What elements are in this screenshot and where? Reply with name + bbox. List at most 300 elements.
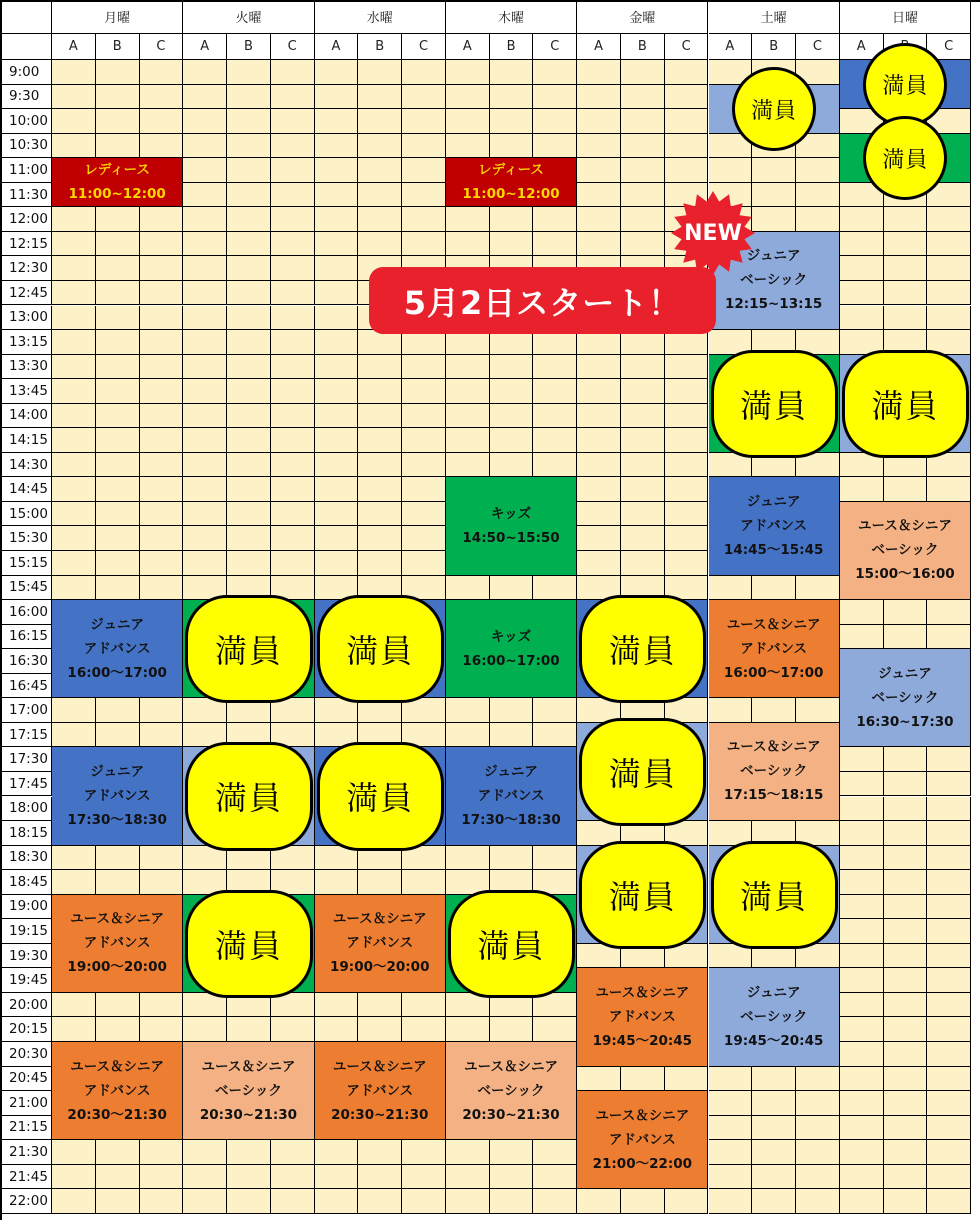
slot-cell[interactable]: [446, 428, 490, 453]
slot-cell[interactable]: [621, 85, 665, 110]
slot-cell[interactable]: [271, 183, 315, 208]
slot-cell[interactable]: [796, 1091, 840, 1116]
slot-cell[interactable]: [490, 846, 534, 871]
slot-cell[interactable]: [840, 919, 884, 944]
slot-cell[interactable]: [315, 158, 359, 183]
slot-cell[interactable]: [709, 1140, 753, 1165]
slot-cell[interactable]: [490, 1165, 534, 1190]
slot-cell[interactable]: [402, 870, 446, 895]
slot-cell[interactable]: [927, 968, 971, 993]
slot-cell[interactable]: [183, 404, 227, 429]
slot-cell[interactable]: [533, 698, 577, 723]
slot-cell[interactable]: [358, 526, 402, 551]
slot-cell[interactable]: [227, 453, 271, 478]
slot-cell[interactable]: [709, 1116, 753, 1141]
slot-cell[interactable]: [796, 1165, 840, 1190]
slot-cell[interactable]: [840, 600, 884, 625]
slot-cell[interactable]: [490, 698, 534, 723]
class-block[interactable]: [52, 895, 183, 993]
slot-cell[interactable]: [621, 134, 665, 159]
slot-cell[interactable]: [52, 1165, 96, 1190]
slot-cell[interactable]: [665, 379, 709, 404]
slot-cell[interactable]: [621, 551, 665, 576]
slot-cell[interactable]: [271, 306, 315, 331]
slot-cell[interactable]: [490, 1140, 534, 1165]
slot-cell[interactable]: [884, 281, 928, 306]
slot-cell[interactable]: [402, 207, 446, 232]
slot-cell[interactable]: [621, 477, 665, 502]
slot-cell[interactable]: [315, 428, 359, 453]
slot-cell[interactable]: [183, 1189, 227, 1214]
slot-cell[interactable]: [402, 109, 446, 134]
slot-cell[interactable]: [227, 134, 271, 159]
slot-cell[interactable]: [183, 355, 227, 380]
slot-cell[interactable]: [271, 1189, 315, 1214]
slot-cell[interactable]: [927, 1067, 971, 1092]
slot-cell[interactable]: [315, 281, 359, 306]
slot-cell[interactable]: [490, 723, 534, 748]
slot-cell[interactable]: [840, 821, 884, 846]
slot-cell[interactable]: [52, 870, 96, 895]
slot-cell[interactable]: [577, 232, 621, 257]
slot-cell[interactable]: [96, 526, 140, 551]
slot-cell[interactable]: [533, 576, 577, 601]
slot-cell[interactable]: [577, 109, 621, 134]
slot-cell[interactable]: [621, 158, 665, 183]
slot-cell[interactable]: [927, 1116, 971, 1141]
slot-cell[interactable]: [140, 256, 184, 281]
slot-cell[interactable]: [140, 281, 184, 306]
slot-cell[interactable]: [840, 1091, 884, 1116]
slot-cell[interactable]: [96, 576, 140, 601]
slot-cell[interactable]: [796, 1067, 840, 1092]
class-block[interactable]: [315, 1042, 446, 1140]
class-block[interactable]: [577, 1091, 708, 1189]
slot-cell[interactable]: [183, 306, 227, 331]
slot-cell[interactable]: [490, 134, 534, 159]
slot-cell[interactable]: [533, 404, 577, 429]
slot-cell[interactable]: [533, 379, 577, 404]
slot-cell[interactable]: [621, 502, 665, 527]
slot-cell[interactable]: [446, 723, 490, 748]
slot-cell[interactable]: [884, 477, 928, 502]
slot-cell[interactable]: [140, 870, 184, 895]
slot-cell[interactable]: [884, 1042, 928, 1067]
slot-cell[interactable]: [533, 85, 577, 110]
slot-cell[interactable]: [96, 453, 140, 478]
slot-cell[interactable]: [927, 821, 971, 846]
slot-cell[interactable]: [446, 846, 490, 871]
slot-cell[interactable]: [490, 60, 534, 85]
slot-cell[interactable]: [884, 870, 928, 895]
slot-cell[interactable]: [52, 576, 96, 601]
class-block[interactable]: [709, 600, 840, 698]
slot-cell[interactable]: [358, 85, 402, 110]
slot-cell[interactable]: [227, 477, 271, 502]
class-block[interactable]: [52, 1042, 183, 1140]
slot-cell[interactable]: [927, 846, 971, 871]
slot-cell[interactable]: [665, 158, 709, 183]
slot-cell[interactable]: [927, 747, 971, 772]
slot-cell[interactable]: [140, 404, 184, 429]
slot-cell[interactable]: [402, 183, 446, 208]
slot-cell[interactable]: [402, 355, 446, 380]
slot-cell[interactable]: [490, 232, 534, 257]
slot-cell[interactable]: [315, 993, 359, 1018]
slot-cell[interactable]: [577, 526, 621, 551]
slot-cell[interactable]: [227, 256, 271, 281]
slot-cell[interactable]: [96, 109, 140, 134]
class-block[interactable]: [709, 968, 840, 1066]
slot-cell[interactable]: [796, 183, 840, 208]
class-block[interactable]: [446, 747, 577, 845]
slot-cell[interactable]: [709, 1067, 753, 1092]
slot-cell[interactable]: [52, 1140, 96, 1165]
slot-cell[interactable]: [490, 404, 534, 429]
slot-cell[interactable]: [183, 526, 227, 551]
slot-cell[interactable]: [446, 60, 490, 85]
slot-cell[interactable]: [183, 1017, 227, 1042]
slot-cell[interactable]: [533, 428, 577, 453]
slot-cell[interactable]: [183, 502, 227, 527]
slot-cell[interactable]: [315, 870, 359, 895]
slot-cell[interactable]: [358, 477, 402, 502]
slot-cell[interactable]: [358, 109, 402, 134]
slot-cell[interactable]: [884, 1116, 928, 1141]
slot-cell[interactable]: [884, 797, 928, 822]
slot-cell[interactable]: [490, 355, 534, 380]
slot-cell[interactable]: [140, 1189, 184, 1214]
slot-cell[interactable]: [183, 1165, 227, 1190]
slot-cell[interactable]: [96, 404, 140, 429]
slot-cell[interactable]: [752, 576, 796, 601]
slot-cell[interactable]: [884, 232, 928, 257]
slot-cell[interactable]: [358, 1140, 402, 1165]
slot-cell[interactable]: [621, 1189, 665, 1214]
slot-cell[interactable]: [446, 109, 490, 134]
slot-cell[interactable]: [752, 1091, 796, 1116]
slot-cell[interactable]: [140, 1017, 184, 1042]
slot-cell[interactable]: [490, 1189, 534, 1214]
slot-cell[interactable]: [533, 1165, 577, 1190]
slot-cell[interactable]: [315, 1189, 359, 1214]
slot-cell[interactable]: [96, 993, 140, 1018]
slot-cell[interactable]: [884, 306, 928, 331]
slot-cell[interactable]: [927, 1140, 971, 1165]
slot-cell[interactable]: [665, 1189, 709, 1214]
slot-cell[interactable]: [927, 1165, 971, 1190]
slot-cell[interactable]: [490, 453, 534, 478]
slot-cell[interactable]: [271, 404, 315, 429]
slot-cell[interactable]: [533, 109, 577, 134]
slot-cell[interactable]: [227, 281, 271, 306]
slot-cell[interactable]: [840, 895, 884, 920]
slot-cell[interactable]: [402, 60, 446, 85]
slot-cell[interactable]: [577, 60, 621, 85]
slot-cell[interactable]: [271, 281, 315, 306]
slot-cell[interactable]: [52, 207, 96, 232]
slot-cell[interactable]: [840, 797, 884, 822]
slot-cell[interactable]: [796, 1116, 840, 1141]
slot-cell[interactable]: [446, 134, 490, 159]
slot-cell[interactable]: [796, 698, 840, 723]
slot-cell[interactable]: [621, 183, 665, 208]
slot-cell[interactable]: [52, 85, 96, 110]
slot-cell[interactable]: [621, 60, 665, 85]
slot-cell[interactable]: [490, 576, 534, 601]
slot-cell[interactable]: [358, 993, 402, 1018]
slot-cell[interactable]: [446, 576, 490, 601]
slot-cell[interactable]: [227, 428, 271, 453]
slot-cell[interactable]: [52, 60, 96, 85]
slot-cell[interactable]: [402, 1165, 446, 1190]
slot-cell[interactable]: [446, 1140, 490, 1165]
slot-cell[interactable]: [927, 797, 971, 822]
slot-cell[interactable]: [884, 846, 928, 871]
slot-cell[interactable]: [402, 158, 446, 183]
slot-cell[interactable]: [140, 846, 184, 871]
slot-cell[interactable]: [227, 306, 271, 331]
slot-cell[interactable]: [533, 232, 577, 257]
slot-cell[interactable]: [271, 1017, 315, 1042]
slot-cell[interactable]: [140, 698, 184, 723]
slot-cell[interactable]: [271, 453, 315, 478]
slot-cell[interactable]: [752, 698, 796, 723]
slot-cell[interactable]: [533, 60, 577, 85]
slot-cell[interactable]: [271, 134, 315, 159]
slot-cell[interactable]: [884, 256, 928, 281]
slot-cell[interactable]: [52, 551, 96, 576]
slot-cell[interactable]: [665, 502, 709, 527]
slot-cell[interactable]: [271, 379, 315, 404]
slot-cell[interactable]: [52, 379, 96, 404]
slot-cell[interactable]: [315, 453, 359, 478]
slot-cell[interactable]: [52, 428, 96, 453]
slot-cell[interactable]: [621, 207, 665, 232]
slot-cell[interactable]: [446, 1017, 490, 1042]
slot-cell[interactable]: [709, 158, 753, 183]
slot-cell[interactable]: [52, 330, 96, 355]
slot-cell[interactable]: [140, 207, 184, 232]
class-block[interactable]: [446, 600, 577, 698]
slot-cell[interactable]: [52, 281, 96, 306]
class-block[interactable]: [577, 968, 708, 1066]
slot-cell[interactable]: [140, 1165, 184, 1190]
slot-cell[interactable]: [140, 428, 184, 453]
slot-cell[interactable]: [533, 453, 577, 478]
slot-cell[interactable]: [96, 134, 140, 159]
slot-cell[interactable]: [446, 1165, 490, 1190]
slot-cell[interactable]: [52, 1017, 96, 1042]
slot-cell[interactable]: [840, 1017, 884, 1042]
slot-cell[interactable]: [315, 183, 359, 208]
slot-cell[interactable]: [183, 60, 227, 85]
slot-cell[interactable]: [358, 1017, 402, 1042]
slot-cell[interactable]: [665, 355, 709, 380]
slot-cell[interactable]: [577, 502, 621, 527]
slot-cell[interactable]: [96, 723, 140, 748]
slot-cell[interactable]: [884, 993, 928, 1018]
slot-cell[interactable]: [402, 1017, 446, 1042]
slot-cell[interactable]: [96, 60, 140, 85]
slot-cell[interactable]: [315, 306, 359, 331]
slot-cell[interactable]: [52, 134, 96, 159]
slot-cell[interactable]: [315, 134, 359, 159]
slot-cell[interactable]: [402, 232, 446, 257]
slot-cell[interactable]: [577, 207, 621, 232]
slot-cell[interactable]: [621, 526, 665, 551]
slot-cell[interactable]: [358, 207, 402, 232]
slot-cell[interactable]: [52, 306, 96, 331]
class-block[interactable]: [446, 1042, 577, 1140]
slot-cell[interactable]: [533, 723, 577, 748]
slot-cell[interactable]: [96, 281, 140, 306]
slot-cell[interactable]: [665, 85, 709, 110]
slot-cell[interactable]: [96, 1165, 140, 1190]
slot-cell[interactable]: [665, 404, 709, 429]
slot-cell[interactable]: [533, 1189, 577, 1214]
slot-cell[interactable]: [927, 1091, 971, 1116]
slot-cell[interactable]: [271, 526, 315, 551]
slot-cell[interactable]: [140, 723, 184, 748]
slot-cell[interactable]: [96, 502, 140, 527]
slot-cell[interactable]: [315, 232, 359, 257]
slot-cell[interactable]: [183, 256, 227, 281]
class-block[interactable]: [709, 723, 840, 821]
slot-cell[interactable]: [665, 60, 709, 85]
slot-cell[interactable]: [358, 355, 402, 380]
slot-cell[interactable]: [140, 109, 184, 134]
slot-cell[interactable]: [183, 453, 227, 478]
slot-cell[interactable]: [402, 1140, 446, 1165]
slot-cell[interactable]: [577, 551, 621, 576]
slot-cell[interactable]: [358, 1189, 402, 1214]
slot-cell[interactable]: [840, 207, 884, 232]
slot-cell[interactable]: [96, 379, 140, 404]
slot-cell[interactable]: [140, 379, 184, 404]
slot-cell[interactable]: [840, 625, 884, 650]
slot-cell[interactable]: [446, 453, 490, 478]
slot-cell[interactable]: [402, 502, 446, 527]
slot-cell[interactable]: [709, 1165, 753, 1190]
slot-cell[interactable]: [884, 747, 928, 772]
slot-cell[interactable]: [271, 1140, 315, 1165]
slot-cell[interactable]: [52, 993, 96, 1018]
slot-cell[interactable]: [227, 551, 271, 576]
slot-cell[interactable]: [227, 109, 271, 134]
slot-cell[interactable]: [927, 944, 971, 969]
slot-cell[interactable]: [358, 60, 402, 85]
slot-cell[interactable]: [140, 85, 184, 110]
slot-cell[interactable]: [884, 625, 928, 650]
slot-cell[interactable]: [140, 526, 184, 551]
slot-cell[interactable]: [96, 551, 140, 576]
slot-cell[interactable]: [446, 207, 490, 232]
slot-cell[interactable]: [271, 207, 315, 232]
slot-cell[interactable]: [840, 281, 884, 306]
slot-cell[interactable]: [446, 355, 490, 380]
slot-cell[interactable]: [884, 968, 928, 993]
slot-cell[interactable]: [140, 502, 184, 527]
slot-cell[interactable]: [183, 109, 227, 134]
slot-cell[interactable]: [709, 1091, 753, 1116]
slot-cell[interactable]: [927, 256, 971, 281]
slot-cell[interactable]: [709, 576, 753, 601]
slot-cell[interactable]: [227, 1140, 271, 1165]
slot-cell[interactable]: [840, 1067, 884, 1092]
slot-cell[interactable]: [752, 207, 796, 232]
class-block[interactable]: [52, 747, 183, 845]
slot-cell[interactable]: [227, 232, 271, 257]
slot-cell[interactable]: [358, 870, 402, 895]
slot-cell[interactable]: [271, 60, 315, 85]
slot-cell[interactable]: [709, 698, 753, 723]
slot-cell[interactable]: [271, 232, 315, 257]
slot-cell[interactable]: [96, 477, 140, 502]
slot-cell[interactable]: [271, 158, 315, 183]
slot-cell[interactable]: [884, 1140, 928, 1165]
slot-cell[interactable]: [927, 625, 971, 650]
slot-cell[interactable]: [96, 207, 140, 232]
slot-cell[interactable]: [315, 330, 359, 355]
slot-cell[interactable]: [490, 428, 534, 453]
slot-cell[interactable]: [840, 1165, 884, 1190]
slot-cell[interactable]: [227, 183, 271, 208]
slot-cell[interactable]: [183, 330, 227, 355]
class-block[interactable]: [52, 158, 183, 207]
slot-cell[interactable]: [884, 1017, 928, 1042]
slot-cell[interactable]: [271, 428, 315, 453]
slot-cell[interactable]: [533, 355, 577, 380]
slot-cell[interactable]: [358, 232, 402, 257]
slot-cell[interactable]: [402, 134, 446, 159]
slot-cell[interactable]: [227, 330, 271, 355]
slot-cell[interactable]: [490, 85, 534, 110]
slot-cell[interactable]: [577, 355, 621, 380]
slot-cell[interactable]: [140, 576, 184, 601]
slot-cell[interactable]: [315, 526, 359, 551]
slot-cell[interactable]: [927, 1042, 971, 1067]
slot-cell[interactable]: [227, 158, 271, 183]
slot-cell[interactable]: [884, 207, 928, 232]
slot-cell[interactable]: [884, 821, 928, 846]
slot-cell[interactable]: [577, 404, 621, 429]
slot-cell[interactable]: [752, 1189, 796, 1214]
slot-cell[interactable]: [402, 85, 446, 110]
slot-cell[interactable]: [183, 183, 227, 208]
class-block[interactable]: [315, 895, 446, 993]
slot-cell[interactable]: [752, 1116, 796, 1141]
slot-cell[interactable]: [840, 772, 884, 797]
slot-cell[interactable]: [533, 207, 577, 232]
slot-cell[interactable]: [96, 870, 140, 895]
slot-cell[interactable]: [402, 477, 446, 502]
slot-cell[interactable]: [796, 1189, 840, 1214]
slot-cell[interactable]: [315, 207, 359, 232]
slot-cell[interactable]: [577, 1067, 621, 1092]
slot-cell[interactable]: [227, 1189, 271, 1214]
slot-cell[interactable]: [446, 404, 490, 429]
slot-cell[interactable]: [577, 134, 621, 159]
slot-cell[interactable]: [840, 747, 884, 772]
slot-cell[interactable]: [533, 1017, 577, 1042]
slot-cell[interactable]: [621, 428, 665, 453]
slot-cell[interactable]: [840, 944, 884, 969]
class-block[interactable]: [52, 600, 183, 698]
slot-cell[interactable]: [665, 526, 709, 551]
slot-cell[interactable]: [577, 428, 621, 453]
class-block[interactable]: [183, 1042, 314, 1140]
